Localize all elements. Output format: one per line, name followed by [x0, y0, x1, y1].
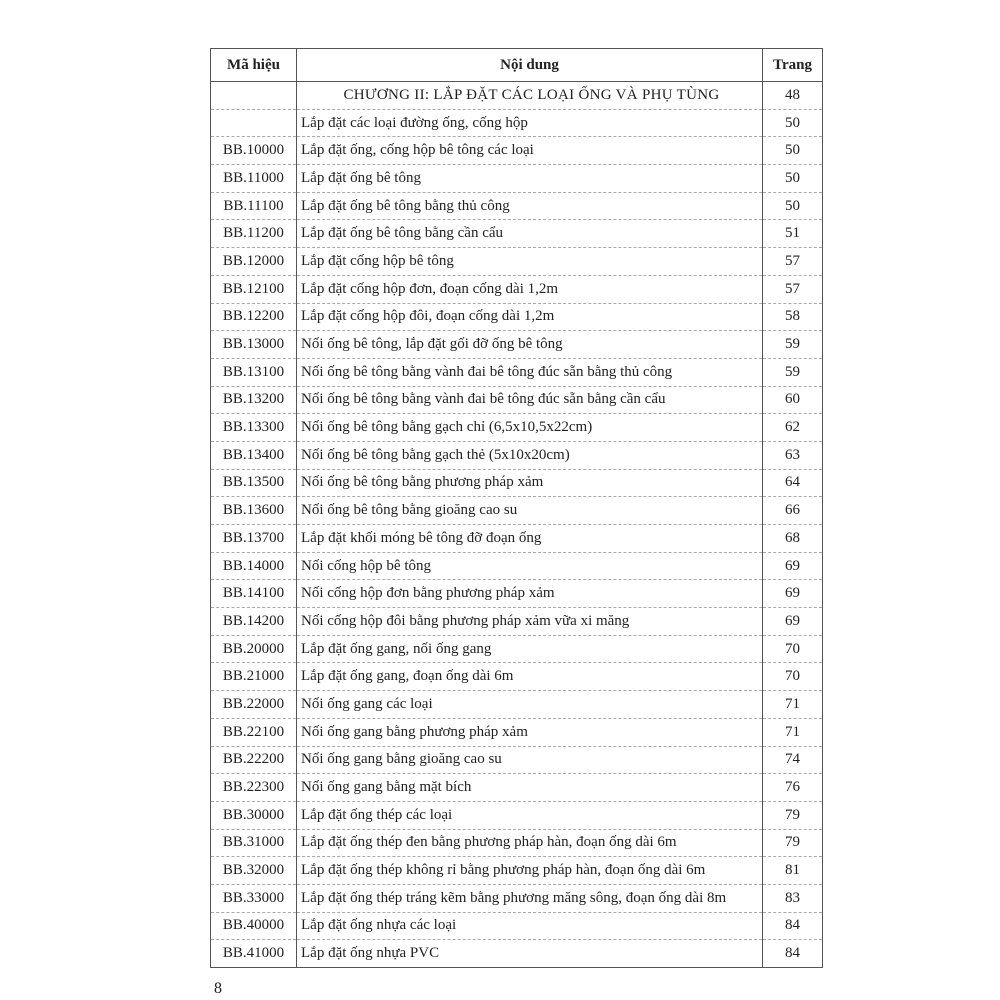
header-content: Nội dung: [297, 49, 763, 82]
page-cell: 70: [763, 635, 823, 663]
page-cell: 57: [763, 248, 823, 276]
code-cell: BB.13600: [211, 497, 297, 525]
table-row: [211, 552, 823, 580]
code-cell: BB.11000: [211, 165, 297, 193]
page-cell: 79: [763, 801, 823, 829]
page-cell: 84: [763, 912, 823, 940]
table-row: [211, 386, 823, 414]
code-cell: BB.11200: [211, 220, 297, 248]
code-cell: BB.33000: [211, 884, 297, 912]
code-cell: BB.41000: [211, 940, 297, 968]
content-cell: Nối cống hộp đôi bằng phương pháp xảm vữa xi măng: [297, 608, 763, 636]
page-cell: 50: [763, 192, 823, 220]
table-row: [211, 912, 823, 940]
content-cell: Lắp đặt các loại đường ống, cống hộp: [297, 109, 763, 137]
code-cell: BB.13200: [211, 386, 297, 414]
content-cell: Nối ống gang bằng gioăng cao su: [297, 746, 763, 774]
content-cell: Nối ống bê tông bằng vành đai bê tông đúc sẵn bằng thủ công: [297, 358, 763, 386]
code-cell: BB.14000: [211, 552, 297, 580]
page-cell: 58: [763, 303, 823, 331]
table-row: [211, 525, 823, 553]
page-cell: 69: [763, 580, 823, 608]
page-cell: 71: [763, 691, 823, 719]
table-row: [211, 441, 823, 469]
content-cell: Lắp đặt cống hộp đơn, đoạn cống dài 1,2m: [297, 275, 763, 303]
content-cell: Lắp đặt cống hộp bê tông: [297, 248, 763, 276]
content-cell: Lắp đặt ống gang, nối ống gang: [297, 635, 763, 663]
page-cell: 60: [763, 386, 823, 414]
code-cell: BB.31000: [211, 829, 297, 857]
content-cell: Lắp đặt ống nhựa PVC: [297, 940, 763, 968]
table-row: [211, 82, 823, 110]
code-cell: BB.12200: [211, 303, 297, 331]
table-row: [211, 663, 823, 691]
code-cell: [211, 82, 297, 110]
code-cell: BB.10000: [211, 137, 297, 165]
content-cell: Lắp đặt ống thép tráng kẽm bằng phương măng sông, đoạn ống dài 8m: [297, 884, 763, 912]
table-row: [211, 774, 823, 802]
content-cell: Lắp đặt ống bê tông bằng cần cẩu: [297, 220, 763, 248]
table-row: [211, 884, 823, 912]
table-row: [211, 137, 823, 165]
page-cell: 74: [763, 746, 823, 774]
table-row: [211, 940, 823, 968]
code-cell: BB.13000: [211, 331, 297, 359]
code-cell: BB.20000: [211, 635, 297, 663]
code-cell: BB.32000: [211, 857, 297, 885]
code-cell: BB.30000: [211, 801, 297, 829]
page-cell: 48: [763, 82, 823, 110]
code-cell: BB.12100: [211, 275, 297, 303]
page-cell: 50: [763, 137, 823, 165]
header-code: Mã hiệu: [211, 49, 297, 82]
content-cell: Nối ống bê tông bằng gạch thẻ (5x10x20cm): [297, 441, 763, 469]
table-row: [211, 718, 823, 746]
table-row: [211, 635, 823, 663]
code-cell: BB.22200: [211, 746, 297, 774]
code-cell: [211, 109, 297, 137]
table-row: [211, 192, 823, 220]
content-cell: Lắp đặt khối móng bê tông đỡ đoạn ống: [297, 525, 763, 553]
code-cell: BB.21000: [211, 663, 297, 691]
content-cell: Lắp đặt ống gang, đoạn ống dài 6m: [297, 663, 763, 691]
code-cell: BB.22000: [211, 691, 297, 719]
code-cell: BB.22300: [211, 774, 297, 802]
table-row: [211, 497, 823, 525]
content-cell: Nối ống bê tông bằng gạch chỉ (6,5x10,5x22cm): [297, 414, 763, 442]
table-row: [211, 220, 823, 248]
code-cell: BB.13700: [211, 525, 297, 553]
content-cell: Nối ống bê tông bằng vành đai bê tông đúc sẵn bằng cần cẩu: [297, 386, 763, 414]
page-cell: 51: [763, 220, 823, 248]
page-number: 8: [214, 980, 222, 997]
content-cell: Lắp đặt ống thép không rỉ bằng phương pháp hàn, đoạn ống dài 6m: [297, 857, 763, 885]
content-cell: Lắp đặt ống nhựa các loại: [297, 912, 763, 940]
code-cell: BB.13300: [211, 414, 297, 442]
page-cell: 59: [763, 358, 823, 386]
header-page: Trang: [763, 49, 823, 82]
page-cell: 64: [763, 469, 823, 497]
code-cell: BB.22100: [211, 718, 297, 746]
table-row: [211, 303, 823, 331]
table-row: [211, 746, 823, 774]
page-cell: 81: [763, 857, 823, 885]
page-cell: 68: [763, 525, 823, 553]
content-cell: Lắp đặt ống bê tông bằng thủ công: [297, 192, 763, 220]
content-cell: Nối ống gang các loại: [297, 691, 763, 719]
code-cell: BB.11100: [211, 192, 297, 220]
page-cell: 79: [763, 829, 823, 857]
content-cell: Nối ống gang bằng mặt bích: [297, 774, 763, 802]
table-row: [211, 801, 823, 829]
table-row: [211, 331, 823, 359]
content-cell: Nối ống bê tông bằng phương pháp xảm: [297, 469, 763, 497]
table-row: [211, 857, 823, 885]
content-cell: Nối ống gang bằng phương pháp xảm: [297, 718, 763, 746]
page-cell: 50: [763, 109, 823, 137]
toc-body: [211, 82, 823, 968]
table-row: [211, 248, 823, 276]
toc-table: [210, 48, 823, 968]
page-cell: 63: [763, 441, 823, 469]
content-cell: Lắp đặt ống thép đen bằng phương pháp hàn, đoạn ống dài 6m: [297, 829, 763, 857]
code-cell: BB.12000: [211, 248, 297, 276]
table-row: [211, 414, 823, 442]
page-cell: 84: [763, 940, 823, 968]
content-cell: Lắp đặt ống, cống hộp bê tông các loại: [297, 137, 763, 165]
page-cell: 71: [763, 718, 823, 746]
code-cell: BB.13100: [211, 358, 297, 386]
table-header-row: [211, 49, 823, 82]
content-cell: Lắp đặt ống bê tông: [297, 165, 763, 193]
table-row: [211, 275, 823, 303]
page-cell: 59: [763, 331, 823, 359]
table-row: [211, 109, 823, 137]
table-row: [211, 165, 823, 193]
table-row: [211, 580, 823, 608]
code-cell: BB.13500: [211, 469, 297, 497]
code-cell: BB.13400: [211, 441, 297, 469]
code-cell: BB.14100: [211, 580, 297, 608]
table-row: [211, 469, 823, 497]
content-cell: Lắp đặt cống hộp đôi, đoạn cống dài 1,2m: [297, 303, 763, 331]
page-cell: 57: [763, 275, 823, 303]
table-row: [211, 829, 823, 857]
page-cell: 69: [763, 552, 823, 580]
code-cell: BB.40000: [211, 912, 297, 940]
table-row: [211, 691, 823, 719]
page-cell: 66: [763, 497, 823, 525]
code-cell: BB.14200: [211, 608, 297, 636]
page-cell: 83: [763, 884, 823, 912]
content-cell: Nối cống hộp bê tông: [297, 552, 763, 580]
content-cell: Nối cống hộp đơn bằng phương pháp xảm: [297, 580, 763, 608]
content-cell: CHƯƠNG II: LẮP ĐẶT CÁC LOẠI ỐNG VÀ PHỤ TÙNG: [297, 82, 763, 110]
page-cell: 62: [763, 414, 823, 442]
page-cell: 76: [763, 774, 823, 802]
content-cell: Nối ống bê tông bằng gioăng cao su: [297, 497, 763, 525]
page-cell: 70: [763, 663, 823, 691]
content-cell: Nối ống bê tông, lắp đặt gối đỡ ống bê tông: [297, 331, 763, 359]
content-cell: Lắp đặt ống thép các loại: [297, 801, 763, 829]
page-cell: 69: [763, 608, 823, 636]
page-cell: 50: [763, 165, 823, 193]
table-row: [211, 608, 823, 636]
table-row: [211, 358, 823, 386]
